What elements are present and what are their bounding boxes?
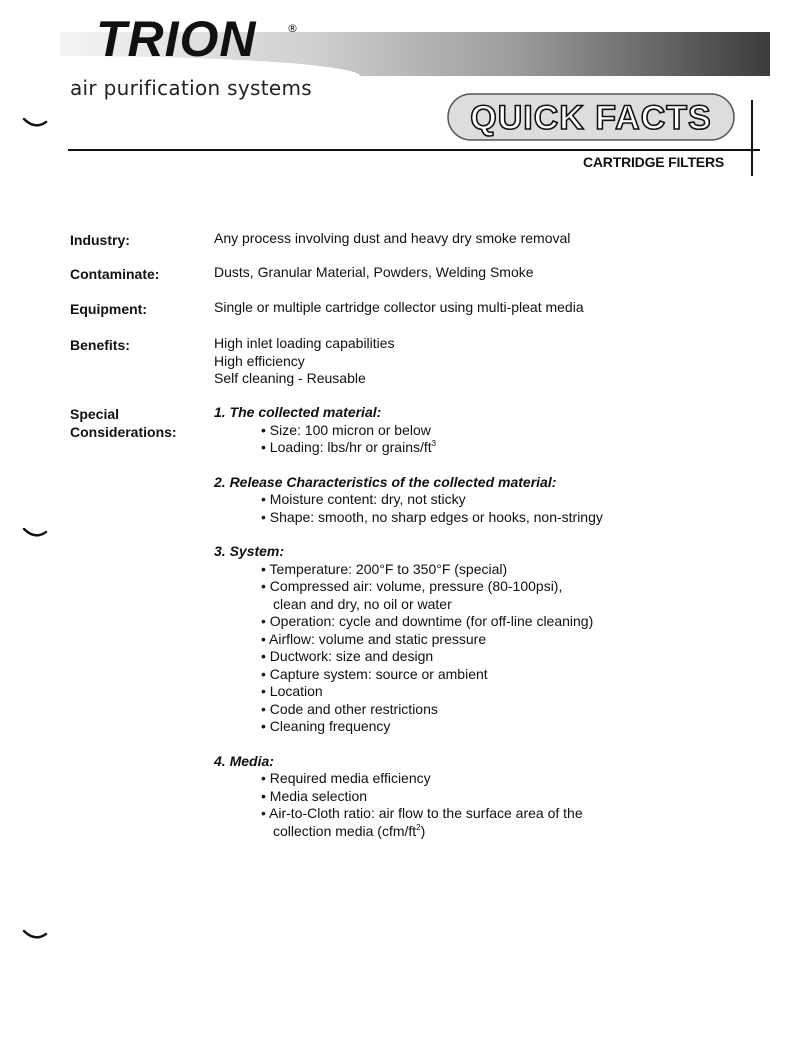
bullet-item: • Location: [261, 683, 323, 699]
benefits-label: Benefits:: [70, 337, 130, 353]
section-heading: 3. System:: [214, 543, 285, 559]
quick-facts-title: [446, 88, 736, 146]
consideration-section-1: [214, 404, 603, 457]
section-heading: 4. Media:: [214, 752, 274, 769]
section-title: CARTRIDGE FILTERS: [582, 154, 724, 170]
binder-mark-top: [22, 116, 48, 128]
bullet-continuation: [214, 823, 603, 841]
bullet-item: • Code and other restrictions: [261, 700, 438, 717]
special-label-line-2: Considerations:: [70, 423, 177, 440]
equipment-value: Single or multiple cartridge collector using multi-pleat media: [214, 299, 584, 315]
bullet-item: • Compressed air: volume, pressure (80-100psi),: [261, 578, 563, 594]
bullet-item: • Moisture content: dry, not sticky: [261, 491, 466, 507]
bullet-item: • Size: 100 micron or below: [261, 421, 431, 438]
binder-mark-bottom: [22, 928, 48, 940]
section-heading: 2. Release Characteristics of the collected material:: [214, 473, 557, 490]
bullet-continuation: clean and dry, no oil or water: [273, 595, 452, 612]
bullet-text: collection media (cfm/ft: [273, 822, 417, 839]
header-horizontal-rule: [68, 149, 760, 151]
binder-mark-middle: [22, 526, 48, 538]
brand-logo: TRION: [96, 11, 257, 67]
bullet-item: • Required media efficiency: [261, 770, 431, 786]
section-heading: 1. The collected material:: [214, 404, 382, 420]
registered-mark: ®: [287, 22, 298, 35]
consideration-section-3: [214, 543, 603, 736]
brand-tagline: air purification systems: [70, 76, 312, 100]
bullet-item: • Temperature: 200°F to 350°F (special): [261, 560, 508, 577]
bullet-item: • Cleaning frequency: [261, 718, 391, 734]
special-considerations-label: [70, 406, 177, 441]
benefit-item: Self cleaning - Reusable: [214, 370, 366, 386]
closing-paren: ): [420, 822, 426, 839]
superscript: 2: [416, 822, 421, 832]
bullet-text: • Loading: lbs/hr or grains/ft: [261, 439, 432, 455]
special-considerations-content: [214, 404, 603, 857]
bullet-item: • Capture system: source or ambient: [261, 665, 488, 682]
contaminate-label: Contaminate:: [70, 266, 160, 282]
quick-facts-graphic: [446, 88, 736, 146]
bullet-item: • Air-to-Cloth ratio: air flow to the surface area of the: [261, 805, 583, 821]
bullet-item: • Operation: cycle and downtime (for off-line cleaning): [261, 613, 594, 629]
benefit-item: High inlet loading capabilities: [214, 335, 395, 351]
bullet-item: • Shape: smooth, no sharp edges or hooks, non-stringy: [261, 508, 603, 525]
quick-facts-text: QUICK FACTS: [470, 99, 712, 137]
superscript: 3: [431, 439, 437, 448]
bullet-item: • Ductwork: size and design: [261, 648, 434, 664]
bullet-item: • Airflow: volume and static pressure: [261, 630, 487, 647]
header-vertical-rule: [751, 100, 753, 176]
consideration-section-4: [214, 753, 603, 841]
industry-value: Any process involving dust and heavy dry smoke removal: [214, 230, 571, 246]
bullet-item: • Media selection: [261, 787, 368, 804]
bullet-item: [214, 439, 603, 457]
industry-label: Industry:: [70, 232, 130, 248]
equipment-label: Equipment:: [70, 301, 147, 317]
consideration-section-2: [214, 474, 603, 527]
special-label-line-1: Special: [70, 406, 120, 422]
contaminate-value: Dusts, Granular Material, Powders, Welding Smoke: [214, 264, 534, 280]
benefits-list: [214, 335, 395, 388]
benefit-item: High efficiency: [214, 352, 305, 369]
